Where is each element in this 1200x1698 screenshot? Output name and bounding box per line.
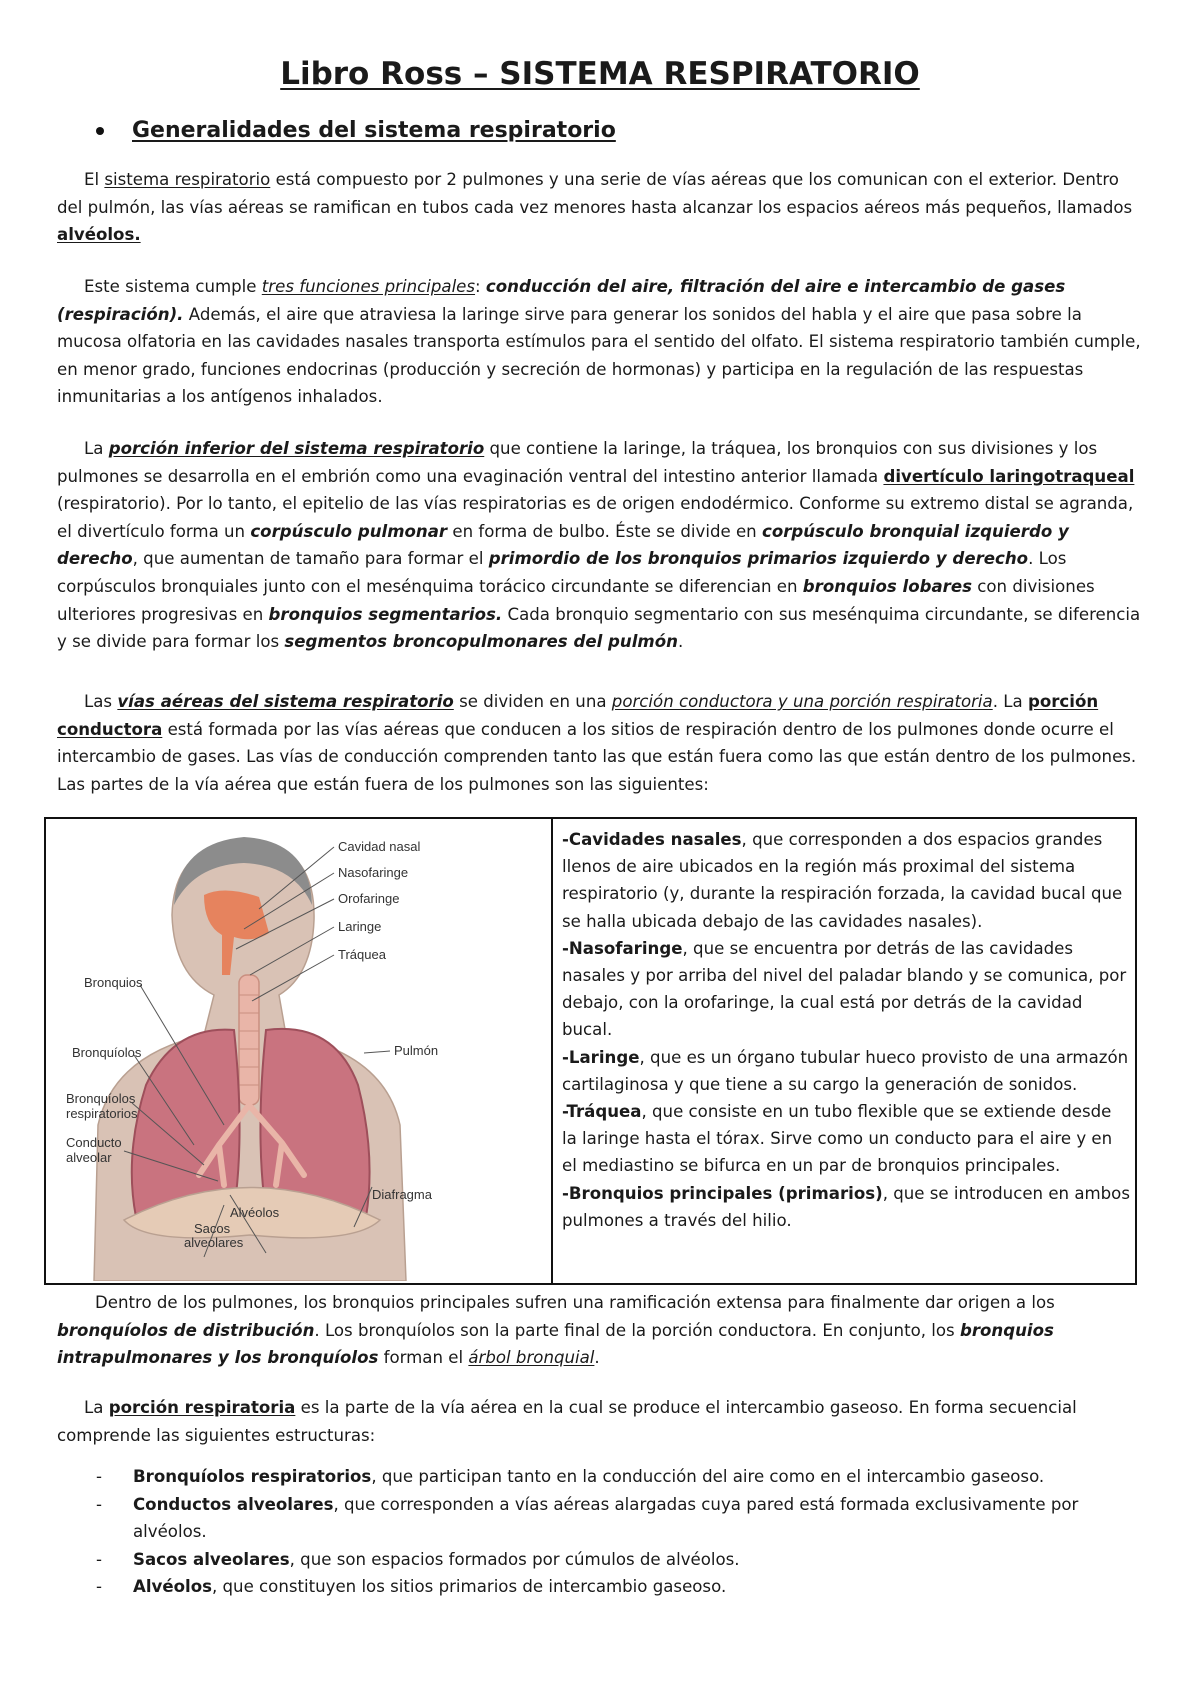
list-item xyxy=(57,1546,1147,1574)
paragraph-1 xyxy=(57,166,1147,249)
list-term: Conductos alveolares xyxy=(133,1494,334,1514)
p3-term-primordio: primordio de los bronquios primarios izquierdo y derecho xyxy=(488,549,1029,569)
label-pulmon: Pulmón xyxy=(394,1043,439,1058)
label-orofaringe: Orofaringe xyxy=(338,891,400,906)
p1-term-sistema-respiratorio: sistema respiratorio xyxy=(104,170,271,189)
term-nasofaringe: -Nasofaringe xyxy=(562,938,683,958)
p3-text: . xyxy=(677,632,684,652)
p1-term-alveolos: alvéolos. xyxy=(57,225,141,245)
p6-text: La xyxy=(84,1398,109,1417)
p3-text: . Los corpúsculos bronquiales junto con el mesénquima torácico circundante se diferencian en xyxy=(57,549,1067,596)
p3-term-segmentos: segmentos broncopulmonares del pulmón xyxy=(284,632,678,652)
desc-bronquios-principales: , que se introducen en ambos pulmones a través del hilio. xyxy=(562,1183,1130,1230)
label-sacos-alveolares-2: alveolares xyxy=(184,1235,244,1250)
p1-text: El xyxy=(84,170,105,189)
p3-text: en forma de bulbo. Éste se divide en xyxy=(447,521,762,541)
respiratory-structures-list xyxy=(57,1463,1147,1601)
p6-text: es la parte de la vía aérea en la cual se produce el intercambio gaseoso. En forma secuencial comprende las siguientes estructuras: xyxy=(57,1398,1077,1445)
list-term: Sacos alveolares xyxy=(133,1549,290,1569)
table-divider xyxy=(551,819,553,1283)
list-text: , que participan tanto en la conducción del aire como en el intercambio gaseoso. xyxy=(371,1467,1045,1486)
p2-text: Este sistema cumple xyxy=(84,277,262,296)
p3-term-diverticulo: divertículo laringotraqueal xyxy=(883,466,1135,486)
list-text: , que corresponden a vías aéreas alargadas cuya pared está formada exclusivamente por alvéolos. xyxy=(133,1494,1079,1542)
list-item xyxy=(57,1491,1147,1546)
p1-text: está compuesto por 2 pulmones y una serie de vías aéreas que los comunican con el exterior. Dentro del pulmón, las vías aéreas se ramifican en tubos cada vez menores hasta alcanzar los espacios aéreos más pequeños, llamados xyxy=(57,170,1133,217)
label-bronquiolos: Bronquíolos xyxy=(72,1045,142,1060)
list-dash: - xyxy=(96,1467,102,1486)
section-heading xyxy=(96,118,616,143)
label-bronquiolos-respiratorios-1: Bronquíolos xyxy=(66,1091,136,1106)
document-title: Libro Ross – SISTEMA RESPIRATORIO xyxy=(280,56,920,92)
p3-text: Cada bronquio segmentario con sus mesénquima circundante, se diferencia y se divide para formar los xyxy=(57,604,1141,652)
bullet-icon xyxy=(96,127,104,135)
list-text: , que son espacios formados por cúmulos de alvéolos. xyxy=(289,1549,740,1569)
p5-text: forman el xyxy=(378,1348,469,1368)
term-bronquios-principales: -Bronquios principales (primarios) xyxy=(562,1183,883,1203)
p3-term-porcion-inferior: porción inferior del sistema respiratorio xyxy=(108,439,485,458)
p3-text: que contiene la laringe, la tráquea, los bronquios con sus divisiones y los pulmones se desarrolla en el embrión como una evaginación ventral del intestino anterior llamada xyxy=(57,439,1098,486)
p2-text: Además, el aire que atraviesa la laringe sirve para generar los sonidos del habla y el aire que pasa sobre la mucosa olfatoria en las cavidades nasales transporta estímulos para el sentido del olfato. El sistema respiratorio también cumple, en menor grado, funciones endocrinas (producción y secreción de hormonas) y participa en la regulación de las respuestas inmunitarias a los antígenos inhalados. xyxy=(57,304,1141,407)
term-laringe: -Laringe xyxy=(562,1047,640,1067)
p5-text: . Los bronquíolos son la parte final de la porción conductora. En conjunto, los xyxy=(314,1320,960,1340)
p5-term-bronquiolos-distribucion: bronquíolos de distribución xyxy=(57,1320,315,1340)
term-traquea: -Tráquea xyxy=(562,1102,642,1122)
label-diafragma: Diafragma xyxy=(372,1187,432,1202)
label-conducto-alveolar-1: Conducto xyxy=(66,1135,122,1150)
p4-term-vias-aereas: vías aéreas del sistema respiratorio xyxy=(117,692,454,711)
list-dash: - xyxy=(96,1549,102,1569)
p4-text: Las xyxy=(84,692,118,711)
desc-laringe: , que es un órgano tubular hueco provisto de una armazón cartilaginosa y que tiene a su cargo la generación de sonidos. xyxy=(562,1047,1129,1094)
desc-nasofaringe: , que se encuentra por detrás de las cavidades nasales y por arriba del nivel del paladar blando y se comunica, por debajo, con la orofaringe, la cual está por detrás de la cavidad bucal. xyxy=(562,938,1127,1040)
p4-text: está formada por las vías aéreas que conducen a los sitios de respiración dentro de los pulmones donde ocurre el intercambio de gases. Las vías de conducción comprenden tanto las que están fuera como las que están dentro de los pulmones. Las partes de la vía aérea que están fuera de los pulmones son las siguientes: xyxy=(57,719,1137,794)
p2-term-tres-funciones: tres funciones principales xyxy=(261,277,476,296)
p3-text: (respiratorio). Por lo tanto, el epitelio de las vías respiratorias es de origen endodérmico. Conforme su extremo distal se agranda, el divertículo forma un xyxy=(57,494,1134,541)
p4-term-porciones: porción conductora y una porción respiratoria xyxy=(611,692,993,711)
paragraph-4 xyxy=(57,688,1147,798)
label-laringe: Laringe xyxy=(338,919,382,934)
p2-text: : xyxy=(475,277,486,296)
p3-text: La xyxy=(84,439,109,458)
desc-traquea: , que consiste en un tubo flexible que se extiende desde la laringe hasta el tórax. Sirve como un conducto para el aire y en el mediastino se bifurca en un par de bronquios principales. xyxy=(562,1102,1113,1176)
list-item xyxy=(57,1573,1147,1601)
label-bronquios: Bronquios xyxy=(84,975,143,990)
paragraph-3 xyxy=(57,435,1147,656)
p3-term-bronquios-segmentarios: bronquios segmentarios. xyxy=(268,604,503,624)
p4-term-porcion-conductora: porción conductora xyxy=(57,692,1099,739)
anatomy-diagram xyxy=(54,825,544,1281)
p3-term-bronquios-lobares: bronquios lobares xyxy=(802,576,972,596)
p5-term-arbol-bronquial: árbol bronquial xyxy=(468,1348,595,1368)
list-dash: - xyxy=(96,1577,102,1597)
paragraph-6 xyxy=(57,1394,1147,1449)
term-cavidades-nasales: -Cavidades nasales xyxy=(562,830,742,849)
paragraph-5 xyxy=(57,1289,1147,1372)
label-alveolos: Alvéolos xyxy=(230,1205,280,1220)
label-sacos-alveolares-1: Sacos xyxy=(194,1221,231,1236)
p4-text: se dividen en una xyxy=(453,692,612,711)
section-heading-text: Generalidades del sistema respiratorio xyxy=(132,118,616,143)
paragraph-2 xyxy=(57,273,1147,411)
list-term: Bronquíolos respiratorios xyxy=(133,1467,372,1486)
p6-term-porcion-respiratoria: porción respiratoria xyxy=(108,1398,296,1417)
p5-term-bronquios-intrapulmonares: bronquios intrapulmonares y los bronquíolos xyxy=(57,1320,1054,1368)
label-nasofaringe: Nasofaringe xyxy=(338,865,409,880)
label-traquea: Tráquea xyxy=(338,947,386,962)
p3-term-corpusculo-bronquial: corpúsculo bronquial izquierdo y derecho xyxy=(57,521,1069,569)
list-dash: - xyxy=(96,1494,102,1514)
p4-text: . La xyxy=(992,692,1028,711)
airways-description xyxy=(562,826,1130,1234)
desc-cavidades-nasales: , que corresponden a dos espacios grandes llenos de aire ubicados en la región más proximal del sistema respiratorio (y, durante la respiración forzada, la cavidad bucal que se halla ubicada debajo de las cavidades nasales). xyxy=(562,830,1123,931)
p5-text: Dentro de los pulmones, los bronquios principales sufren una ramificación extensa para finalmente dar origen a los xyxy=(95,1293,1055,1312)
label-conducto-alveolar-2: alveolar xyxy=(66,1150,112,1165)
list-text: , que constituyen los sitios primarios de intercambio gaseoso. xyxy=(211,1577,727,1597)
list-term: Alvéolos xyxy=(133,1577,212,1597)
respiratory-system-illustration xyxy=(54,825,544,1281)
list-item xyxy=(57,1463,1147,1491)
label-bronquiolos-respiratorios-2: respiratorios xyxy=(66,1106,138,1121)
p5-text: . xyxy=(594,1348,600,1368)
p3-term-corpusculo-pulmonar: corpúsculo pulmonar xyxy=(250,521,448,541)
p3-text: , que aumentan de tamaño para formar el xyxy=(132,549,489,569)
airways-table xyxy=(44,817,1137,1285)
p2-term-funciones: conducción del aire, filtración del aire e intercambio de gases (respiración). xyxy=(57,277,1066,324)
p3-text: con divisiones ulteriores progresivas en xyxy=(57,576,1095,624)
label-cavidad-nasal: Cavidad nasal xyxy=(338,839,421,854)
